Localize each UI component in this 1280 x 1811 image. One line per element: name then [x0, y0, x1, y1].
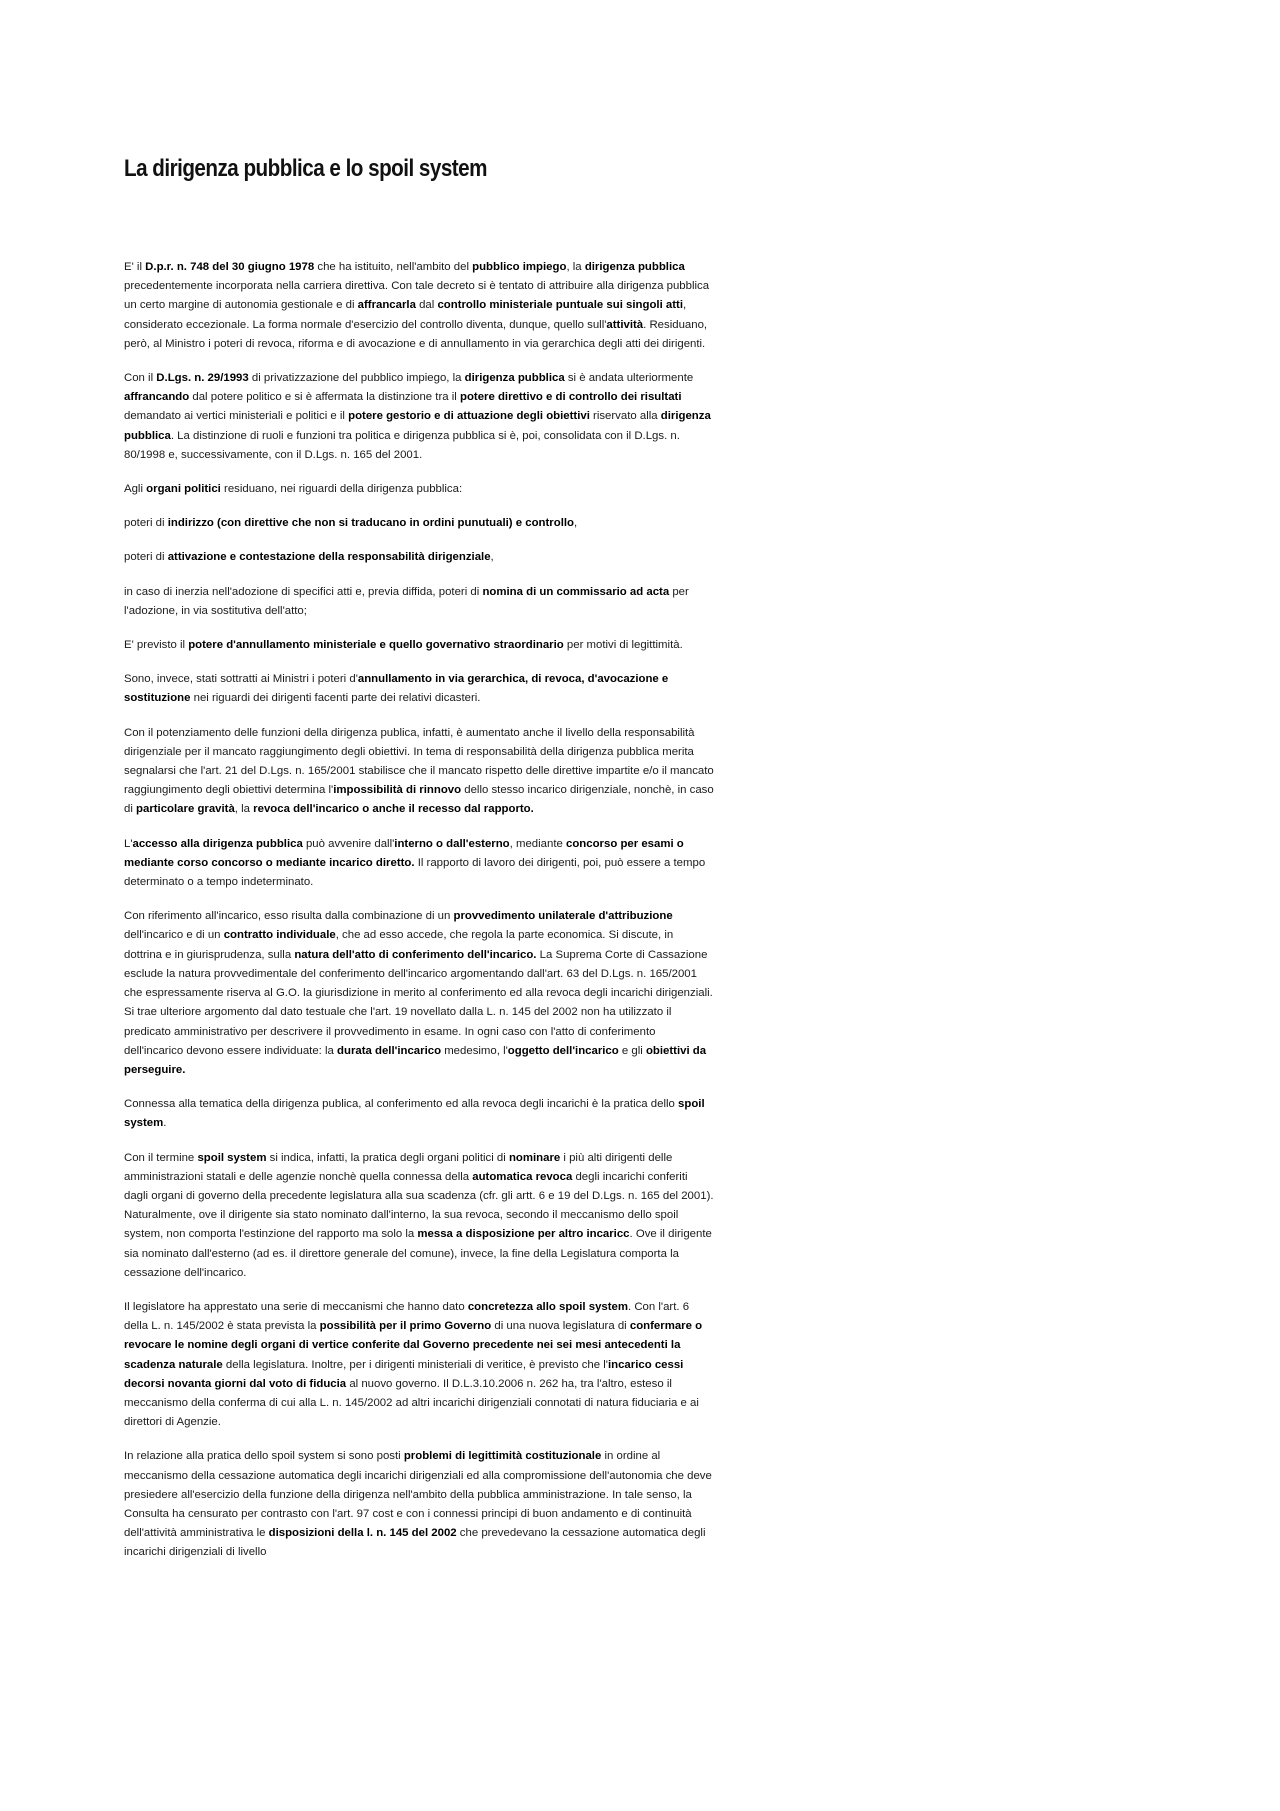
bold-text-run: messa a disposizione per altro incaricc: [417, 1228, 630, 1241]
bold-text-run: pubblico impiego: [472, 261, 567, 273]
bold-text-run: nominare: [508, 1151, 561, 1164]
bold-text-run: indirizzo (con direttive che non si traducano in ordini punutuali) e controllo: [167, 517, 574, 530]
bold-text-run: annullamento in via gerarchica, di revoca, d'avocazione e sostituzione: [124, 673, 669, 705]
text-run: medesimo, l': [441, 1044, 508, 1057]
text-run: . Residuano, però, al Ministro i poteri di revoca, riforma e di avocazione e di annullamento in via gerarchica degli atti dei dirigenti.: [124, 318, 708, 350]
text-run: Il legislatore ha apprestato una serie di meccanismi che hanno dato: [124, 1300, 468, 1313]
text-run: al nuovo governo. Il D.L.3.10.2006 n. 262 ha, tra l'altro, esteso il meccanismo della conferma di cui alla L. n. 145/2002 ad altri incarichi dirigenziali connotati di natura fiduciaria e ai direttori di Agenzie.: [124, 1377, 699, 1429]
text-run: per motivi di legittimità.: [563, 639, 683, 652]
bold-text-run: provvedimento unilaterale d'attribuzione: [453, 910, 673, 923]
text-run: E' il: [124, 261, 146, 273]
bold-text-run: affrancarla: [357, 299, 416, 312]
text-run: nei riguardi dei dirigenti facenti parte dei relativi dicasteri.: [190, 692, 481, 705]
text-run: , che ad esso accede, che regola la parte economica. Si discute, in dottrina e in giurisprudenza, sulla: [124, 929, 674, 961]
bold-text-run: automatica revoca: [472, 1170, 573, 1183]
paragraph: [124, 514, 714, 533]
text-run: , la: [234, 803, 254, 816]
paragraph: [124, 1149, 714, 1283]
bold-text-run: organi politici: [146, 483, 221, 496]
text-run: Con riferimento all'incarico, esso risulta dalla combinazione di un: [124, 910, 454, 923]
bold-text-run: concorso per esami o mediante corso concorso o mediante incarico diretto.: [124, 837, 684, 869]
text-run: , la: [566, 261, 585, 273]
bold-text-run: attività: [606, 318, 644, 331]
paragraph: [124, 258, 714, 354]
text-run: , considerato eccezionale. La forma normale d'esercizio del controllo diventa, dunque, quello sull': [124, 299, 687, 331]
text-run: di una nuova legislatura di: [491, 1320, 630, 1333]
paragraph: [124, 369, 714, 465]
paragraph: [124, 670, 714, 708]
text-run: In relazione alla pratica dello spoil system si sono posti: [124, 1450, 404, 1463]
bold-text-run: obiettivi da perseguire.: [124, 1044, 707, 1076]
text-run: può avvenire dall': [302, 837, 395, 850]
bold-text-run: spoil system: [197, 1151, 267, 1164]
text-run: riservato alla: [589, 410, 661, 423]
bold-text-run: incarico cessi decorsi novanta giorni dal voto di fiducia: [124, 1358, 684, 1390]
text-run: che ha istituito, nell'ambito del: [314, 261, 473, 273]
text-run: poteri di: [124, 551, 168, 564]
text-run: precedentemente incorporata nella carriera direttiva. Con tale decreto si è tentato di attribuire alla dirigenza pubblica un certo margine di autonomia gestionale e di: [124, 280, 710, 312]
text-run: Con il potenziamento delle funzioni della dirigenza publica, infatti, è aumentato anche il livello della responsabilità dirigenziale per il mancato raggiungimento degli obiettivi. In tema di responsabilità della dirigenza pubblica merita segnalarsi che l'art. 21 del D.Lgs. n. 165/2001 stabilisce che il mancato rispetto delle direttive impartite e/o il mancato raggiungimento degli obiettivi determina l': [124, 726, 714, 797]
paragraph: [124, 724, 714, 820]
text-run: per l'adozione, in via sostitutiva dell'atto;: [124, 585, 689, 617]
text-run: in ordine al meccanismo della cessazione automatica degli incarichi dirigenziali ed alla compromissione dell'autonomia che deve presiedere all'esercizio della funzione della dirigenza nell'ambito della pubblica amministrazione. In tale senso, la Consulta ha censurato per contrasto con l'art. 97 cost e con i connessi principi di buon andamento e di continuità dell'attività amministrativa le: [124, 1450, 712, 1540]
bold-text-run: durata dell'incarico: [337, 1044, 442, 1057]
bold-text-run: potere d'annullamento ministeriale e quello governativo straordinario: [188, 639, 564, 652]
bold-text-run: D.Lgs. n. 29/1993: [156, 372, 249, 385]
bold-text-run: dirigenza pubblica: [464, 372, 565, 385]
bold-text-run: controllo ministeriale puntuale sui singoli atti: [437, 299, 683, 312]
text-run: Sono, invece, stati sottratti ai Ministri i poteri d': [124, 673, 358, 686]
bold-text-run: problemi di legittimità costituzionale: [403, 1450, 602, 1463]
bold-text-run: particolare gravità: [136, 803, 235, 816]
text-run: Con il: [124, 372, 157, 385]
text-run: di privatizzazione del pubblico impiego, la: [248, 372, 465, 385]
bold-text-run: interno o dall'esterno: [394, 837, 510, 850]
paragraph: [124, 583, 714, 621]
bold-text-run: dirigenza pubblica: [124, 410, 711, 442]
bold-text-run: concretezza allo spoil system: [467, 1300, 628, 1313]
bold-text-run: nomina di un commissario ad acta: [482, 585, 670, 598]
bold-text-run: disposizioni della l. n. 145 del 2002: [268, 1527, 457, 1540]
text-run: L': [124, 837, 133, 850]
text-run: E' previsto il: [124, 639, 189, 652]
text-run: Il rapporto di lavoro dei dirigenti, poi, può essere a tempo determinato o a tempo indeterminato.: [124, 856, 706, 889]
paragraph: [124, 1298, 714, 1432]
bold-text-run: accesso alla dirigenza pubblica: [132, 837, 303, 850]
paragraph: [124, 835, 714, 893]
paragraph: [124, 548, 714, 567]
bold-text-run: confermare o revocare le nomine degli organi di vertice conferite dal Governo precedente nei sei mesi antecedenti la scadenza naturale: [124, 1320, 703, 1371]
bold-text-run: potere direttivo e di controllo dei risultati: [459, 391, 682, 404]
bold-text-run: affrancando: [124, 391, 190, 404]
bold-text-run: oggetto dell'incarico: [507, 1044, 619, 1057]
document-body: [124, 258, 714, 1578]
bold-text-run: revoca dell'incarico o anche il recesso dal rapporto.: [253, 803, 534, 816]
text-run: dal potere politico e si è affermata la distinzione tra il: [189, 391, 460, 404]
text-run: ,: [490, 551, 494, 564]
bold-text-run: impossibilità di rinnovo: [333, 784, 462, 797]
text-run: La Suprema Corte di Cassazione esclude la natura provvedimentale del conferimento dell'incarico argomentando dall'art. 63 del D.Lgs. n. 165/2001 che espressamente riserva al G.O. la giurisdizione in merito al conferimento ed alla revoca degli incarichi dirigenziali. Si trae ulteriore argomento dal dato testuale che l'art. 19 novellato dalla L. n. 145 del 2002 non ha utilizzato il predicato amministrativo per descrivere il provvedimento in esame. In ogni caso con l'atto di conferimento dell'incarico devono essere individuate: la: [124, 948, 713, 1057]
text-run: si è andata ulteriormente: [564, 372, 694, 385]
text-run: Con il termine: [124, 1151, 198, 1164]
text-run: dello stesso incarico dirigenziale, nonchè, in caso di: [124, 784, 714, 816]
bold-text-run: natura dell'atto di conferimento dell'incarico.: [294, 948, 537, 961]
text-run: residuano, nei riguardi della dirigenza pubblica:: [220, 483, 463, 496]
bold-text-run: attivazione e contestazione della responsabilità dirigenziale: [167, 551, 491, 564]
paragraph: [124, 480, 714, 499]
text-run: poteri di: [124, 517, 168, 530]
bold-text-run: D.p.r. n. 748 del 30 giugno 1978: [145, 261, 315, 273]
text-run: . La distinzione di ruoli e funzioni tra politica e dirigenza pubblica si è, poi, consolidata con il D.Lgs. n. 80/1998 e, successivamente, con il D.Lgs. n. 165 del 2001.: [124, 429, 680, 461]
paragraph: [124, 907, 714, 1080]
text-run: , mediante: [509, 837, 567, 850]
text-run: della legislatura. Inoltre, per i dirigenti ministeriali di veritice, è previsto che l': [222, 1358, 608, 1371]
text-run: degli incarichi conferiti dagli organi di governo della precedente legislatura alla sua scadenza (cfr. gli artt. 6 e 19 del D.Lgs. n. 165 del 2001). Naturalmente, ove il dirigente sia stato nominato dall'interno, la sua revoca, secondo il meccanismo dello spoil system, non comporta l'estinzione del rapporto ma solo la: [124, 1170, 714, 1241]
document-title: La dirigenza pubblica e lo spoil system: [124, 155, 487, 182]
paragraph: [124, 1447, 714, 1562]
text-run: che prevedevano la cessazione automatica degli incarichi dirigenziali di livello: [124, 1527, 706, 1559]
bold-text-run: contratto individuale: [223, 929, 336, 942]
text-run: dal: [415, 299, 438, 312]
text-run: si indica, infatti, la pratica degli organi politici di: [266, 1151, 509, 1164]
bold-text-run: spoil system: [124, 1098, 705, 1130]
paragraph: [124, 636, 714, 655]
text-run: dell'incarico e di un: [124, 929, 224, 942]
text-run: Connessa alla tematica della dirigenza publica, al conferimento ed alla revoca degli incarichi è la pratica dello: [124, 1098, 679, 1111]
paragraph: [124, 1095, 714, 1133]
text-run: Agli: [124, 483, 147, 496]
text-run: i più alti dirigenti delle amministrazioni statali e delle agenzie nonchè quella connessa della: [124, 1151, 673, 1183]
text-run: in caso di inerzia nell'adozione di specifici atti e, previa diffida, poteri di: [124, 585, 483, 598]
text-run: ,: [573, 517, 578, 530]
text-run: demandato ai vertici ministeriali e politici e il: [124, 410, 349, 423]
text-run: e gli: [618, 1044, 646, 1057]
text-run: .: [163, 1117, 167, 1130]
bold-text-run: potere gestorio e di attuazione degli obiettivi: [348, 410, 590, 423]
text-run: . Con l'art. 6 della L. n. 145/2002 è stata prevista la: [124, 1300, 690, 1333]
bold-text-run: possibilità per il primo Governo: [319, 1320, 492, 1333]
bold-text-run: dirigenza pubblica: [584, 261, 685, 273]
text-run: . Ove il dirigente sia nominato dall'esterno (ad es. il direttore generale del comune), invece, la fine della Legislatura comporta la cessazione dell'incarico.: [124, 1228, 712, 1279]
